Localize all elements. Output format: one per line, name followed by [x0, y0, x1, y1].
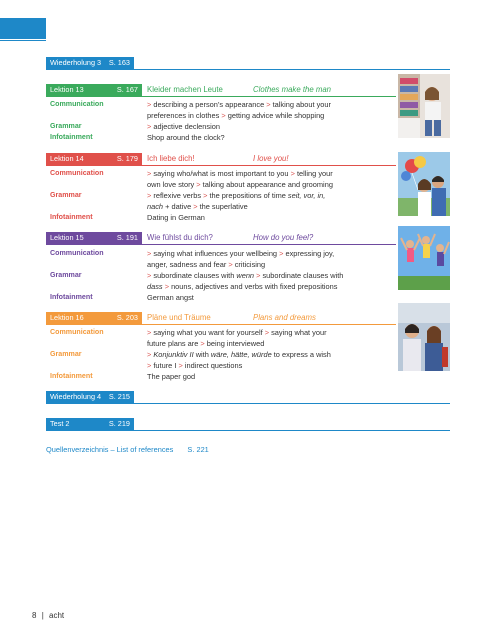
wiederholung-3-rule [46, 69, 450, 70]
top-tab-decoration [0, 18, 46, 39]
lektion-15-photo [398, 226, 450, 290]
wiederholung-4-page: S. 215 [108, 392, 130, 401]
lektion-14-infotainment-label: Infotainment [50, 213, 93, 221]
lektion-16-rule [46, 324, 396, 325]
lektion-15-bar[interactable] [46, 232, 142, 244]
wiederholung-4-bar[interactable] [46, 391, 134, 403]
lektion-13-page: S. 167 [116, 85, 138, 94]
lektion-14-title-en: I love you! [253, 154, 289, 163]
lektion-14-bar[interactable] [46, 153, 142, 165]
lektion-15-title-en: How do you feel? [253, 233, 314, 242]
lektion-15-label: Lektion 15 [50, 233, 84, 242]
lektion-14-photo [398, 152, 450, 216]
references-page: S. 221 [187, 445, 209, 454]
wiederholung-4-rule [46, 403, 450, 404]
lektion-16-photo [398, 303, 450, 371]
wiederholung-4-label: Wiederholung 4 [50, 392, 102, 401]
lektion-16-infotainment-text: The paper god [147, 372, 196, 381]
lektion-16-title-de: Pläne und Träume [147, 313, 211, 322]
lektion-16-grammar-label: Grammar [50, 350, 82, 358]
lektion-13-rule [46, 96, 396, 97]
lektion-16-communication-label: Communication [50, 328, 104, 336]
footer-separator: | [41, 611, 44, 620]
lektion-13-photo [398, 74, 450, 138]
lektion-15-infotainment-text: German angst [147, 293, 194, 302]
lektion-15-page: S. 191 [116, 233, 138, 242]
lektion-14-infotainment-text: Dating in German [147, 213, 205, 222]
lektion-15-title-de: Wie fühlst du dich? [147, 233, 213, 242]
lektion-15-infotainment-label: Infotainment [50, 293, 93, 301]
references-link[interactable] [46, 445, 209, 454]
lektion-13-communication-label: Communication [50, 100, 104, 108]
lektion-13-grammar-label: Grammar [50, 122, 82, 130]
test-2-label: Test 2 [50, 419, 70, 428]
lektion-16-communication-text: > saying what you want for yourself > saying what your future plans are > being interviewed [147, 328, 327, 348]
lektion-13-infotainment-label: Infotainment [50, 133, 93, 141]
wiederholung-3-label: Wiederholung 3 [50, 58, 102, 67]
lektion-14-label: Lektion 14 [50, 154, 84, 163]
lektion-14-communication-text: > saying who/what is most important to you > telling your own love story > talking about appearance and grooming [147, 169, 333, 189]
lektion-16-page: S. 203 [116, 313, 138, 322]
lektion-14-communication-label: Communication [50, 169, 104, 177]
lektion-14-grammar-label: Grammar [50, 191, 82, 199]
lektion-13-communication-text: > describing a person’s appearance > talking about your preferences in clothes > getting advice while shopping [147, 100, 331, 120]
lektion-14-rule [46, 165, 396, 166]
lektion-14-page: S. 179 [116, 154, 138, 163]
references-label: Quellenverzeichnis – List of references [46, 445, 174, 454]
test-2-rule [46, 430, 450, 431]
lektion-16-infotainment-label: Infotainment [50, 372, 93, 380]
lektion-15-grammar-text: > subordinate clauses with wenn > subordinate clauses with dass > nouns, adjectives and verbs with fixed prepositions [147, 271, 344, 291]
lektion-15-grammar-label: Grammar [50, 271, 82, 279]
wiederholung-3-page: S. 163 [108, 58, 130, 67]
lektion-13-bar[interactable] [46, 84, 142, 96]
lektion-14-grammar-text: > reflexive verbs > the prepositions of time seit, vor, in, nach + dative > the superlative [147, 191, 326, 211]
lektion-14-title-de: Ich liebe dich! [147, 154, 195, 163]
lektion-16-grammar-text: > Konjunktiv II with wäre, hätte, würde to express a wish > future I > indirect questions [147, 350, 331, 370]
lektion-16-label: Lektion 16 [50, 313, 84, 322]
lektion-16-title-en: Plans and dreams [253, 313, 316, 322]
lektion-13-label: Lektion 13 [50, 85, 84, 94]
test-2-page: S. 219 [108, 419, 130, 428]
page-number: 8 [32, 611, 37, 620]
page-number-word: acht [49, 611, 65, 620]
wiederholung-3-bar[interactable] [46, 57, 134, 69]
lektion-13-title-en: Clothes make the man [253, 85, 332, 94]
lektion-16-bar[interactable] [46, 312, 142, 324]
lektion-15-communication-label: Communication [50, 249, 104, 257]
lektion-15-rule [46, 244, 396, 245]
lektion-13-infotainment-text: Shop around the clock? [147, 133, 225, 142]
lektion-13-title-de: Kleider machen Leute [147, 85, 223, 94]
top-tab-line [0, 40, 46, 41]
lektion-13-grammar-text: > adjective declension [147, 122, 220, 131]
lektion-15-communication-text: > saying what influences your wellbeing > expressing joy, anger, sadness and fear > criticising [147, 249, 335, 269]
page-footer [32, 611, 64, 620]
test-2-bar[interactable] [46, 418, 134, 430]
